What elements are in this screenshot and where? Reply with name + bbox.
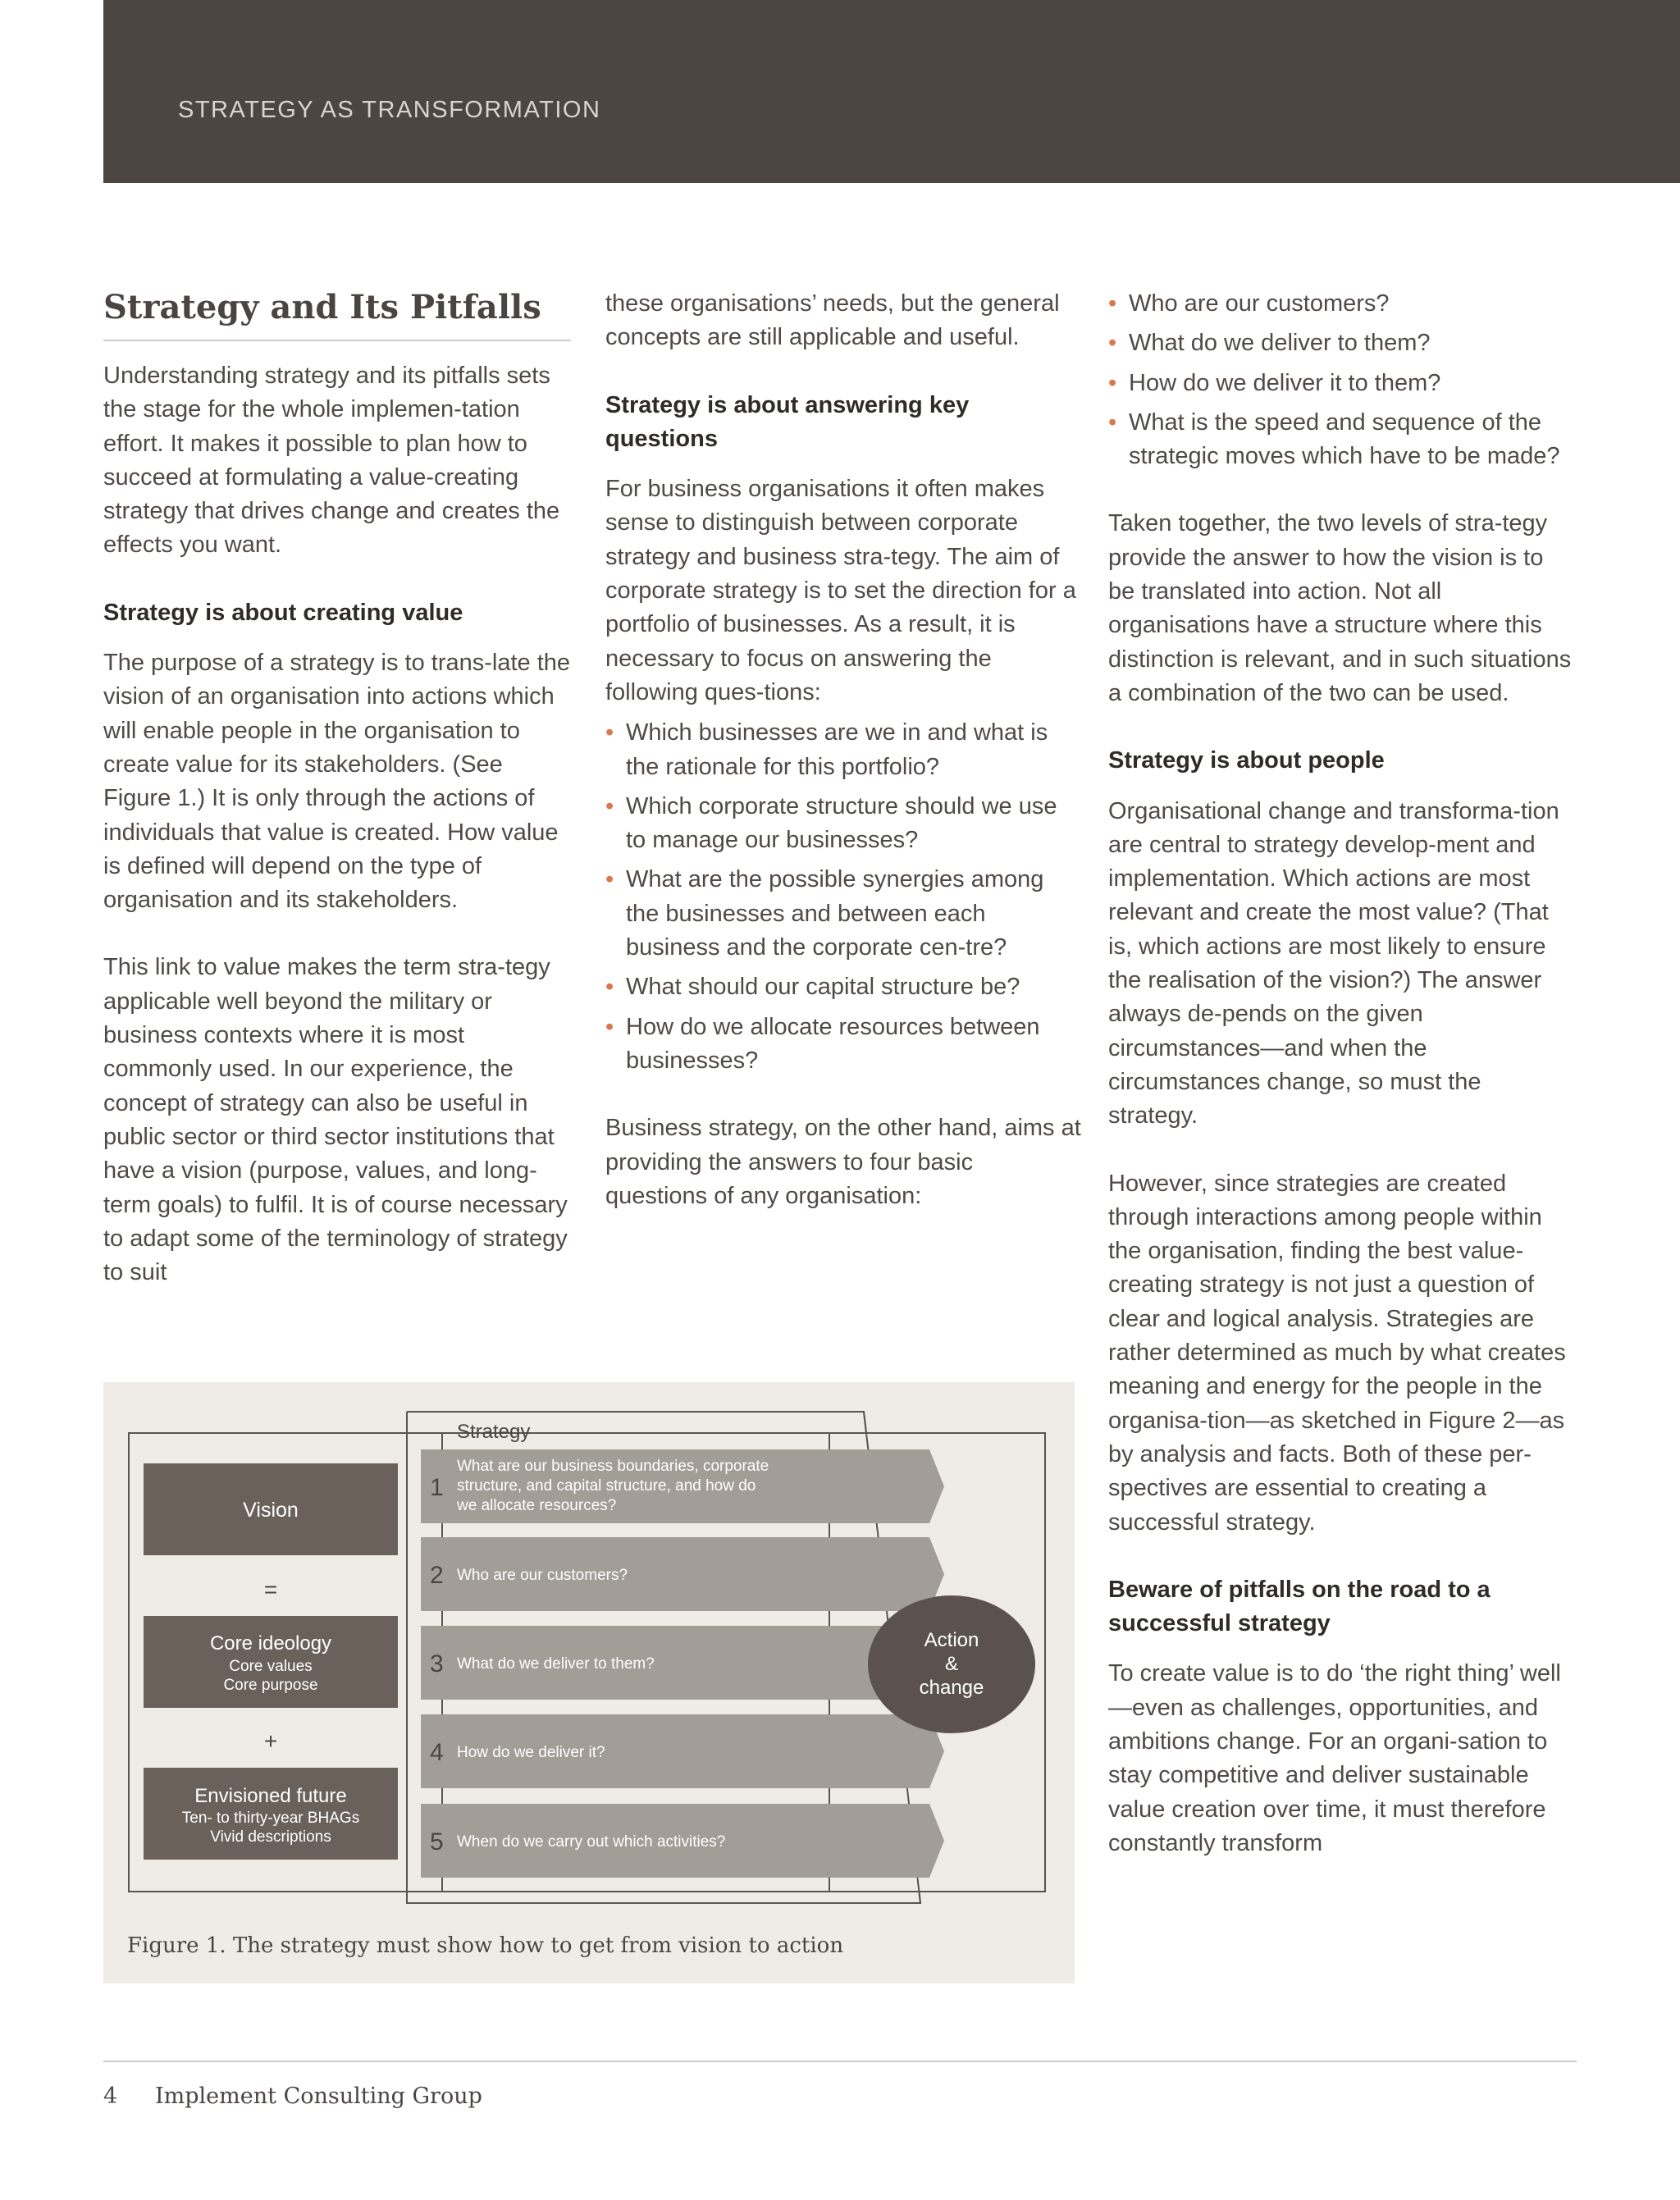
bullet-icon: • [605, 974, 614, 1001]
step-text: structure, and capital structure, and how do [457, 1477, 756, 1495]
bullet-icon: • [1108, 330, 1117, 357]
bullet-icon: • [605, 866, 614, 893]
section-title: Strategy and Its Pitfalls [103, 287, 571, 341]
column-2 [605, 287, 1081, 1213]
paragraph: This link to value makes the term stra-tegy applicable well beyond the military or business contexts where it is most commonly used. In our experience, the concept of strategy can also be useful in public sector or third sector institutions that have a vision (purpose, values, and long-term goals) to fulfil. It is of course necessary to adapt some of the terminology of strategy to suit [103, 954, 568, 1286]
subhead-pitfalls: Beware of pitfalls on the road to a successful strategy [1108, 1576, 1491, 1637]
strategy-label: Strategy [457, 1421, 531, 1443]
list-item: • Which corporate structure should we use to manage our businesses? [605, 790, 1081, 858]
strategy-diagram [103, 1382, 1075, 1983]
bullet-icon: • [1108, 369, 1117, 396]
step-text: How do we deliver it? [457, 1744, 605, 1761]
plus-sign: + [263, 1728, 278, 1754]
change-label: change [919, 1677, 984, 1699]
paragraph: For business organisations it often makes sense to distinguish between corporate strategy and business stra-tegy. The aim of corporate strategy is to set the direction for a portfolio of businesses. As a result, it is necessary to focus on answering the following ques-tions: [605, 476, 1076, 705]
paragraph: To create value is to do ‘the right thing’ well—even as challenges, opportunities, and ambitions change. For an organi-sation to stay competitive and deliver sustainable value creation over time, it must therefore constantly transform [1108, 1660, 1561, 1856]
intro-paragraph: Understanding strategy and its pitfalls sets the stage for the whole implemen-tation effort. It makes it possible to plan how to succeed at formulating a value-creating strategy that drives change and creates the effects you want. [103, 363, 560, 559]
envisioned-future-title: Envisioned future [194, 1785, 347, 1807]
column-1 [103, 287, 571, 1289]
equals-sign: = [263, 1577, 278, 1602]
bullet-icon: • [605, 792, 614, 819]
header-band [103, 0, 1680, 183]
list-item: • What do we deliver to them? [1108, 326, 1576, 360]
paragraph: these organisations’ needs, but the general concepts are still applicable and useful. [605, 290, 1060, 351]
list-item: • What should our capital structure be? [605, 970, 1081, 1004]
step-text: What are our business boundaries, corporate [457, 1458, 769, 1475]
action-label: Action [924, 1629, 979, 1651]
business-questions-list [1108, 287, 1576, 473]
subhead-people: Strategy is about people [1108, 747, 1385, 774]
step-number: 4 [430, 1739, 444, 1766]
subhead-creating-value: Strategy is about creating value [103, 599, 463, 626]
list-item: • What are the possible synergies among the businesses and between each business and the corporate cen-tre? [605, 863, 1081, 965]
step-text: What do we deliver to them? [457, 1655, 655, 1673]
paragraph: However, since strategies are created through interactions among people within the organisation, finding the best value-creating strategy is not just a question of clear and logical analysis. Strategies are rather determined as much by what creates meaning and energy for the people in the organisa-tion—as sketched in Figure 2—as by analysis and facts. Both of these per-spectives are essential to creating a successful strategy. [1108, 1170, 1566, 1536]
envisioned-future-line: Ten- to thirty-year BHAGs [181, 1810, 360, 1827]
paragraph: The purpose of a strategy is to trans-late the vision of an organisation into actions which will enable people in the organisation to create value for its stakeholders. (See Figure 1.) It is only through the actions of individuals that value is created. How value is defined will depend on the type of organisation and its stakeholders. [103, 650, 571, 914]
bullet-icon: • [605, 719, 614, 746]
figure-1 [103, 1382, 1075, 1983]
core-ideology-line: Core purpose [223, 1677, 318, 1694]
core-ideology-line: Core values [229, 1658, 313, 1675]
list-item: • What is the speed and sequence of the strategic moves which have to be made? [1108, 406, 1576, 474]
envisioned-future-line: Vivid descriptions [210, 1828, 331, 1846]
step-number: 5 [430, 1828, 444, 1855]
bullet-icon: • [1108, 290, 1117, 317]
step-number: 3 [430, 1650, 444, 1677]
step-text: Who are our customers? [457, 1567, 628, 1584]
column-3 [1108, 287, 1576, 1860]
footer-company: Implement Consulting Group [155, 2084, 482, 2109]
footer-rule [103, 2061, 1577, 2062]
step-number: 1 [430, 1474, 444, 1501]
bullet-icon: • [1108, 409, 1117, 436]
page-number: 4 [103, 2084, 118, 2109]
step-number: 2 [430, 1562, 444, 1589]
action-ampersand: & [944, 1653, 959, 1675]
list-item: • Which businesses are we in and what is the rationale for this portfolio? [605, 716, 1081, 784]
subhead-key-questions: Strategy is about answering key questions [605, 391, 970, 452]
bullet-icon: • [605, 1013, 614, 1040]
corporate-questions-list [605, 716, 1081, 1078]
vision-label: Vision [243, 1499, 299, 1522]
list-item: • Who are our customers? [1108, 287, 1576, 321]
figure-caption: Figure 1. The strategy must show how to get from vision to action [127, 1933, 844, 1958]
step-text: we allocate resources? [457, 1497, 617, 1514]
step-text: When do we carry out which activities? [457, 1833, 726, 1851]
list-item: • How do we allocate resources between businesses? [605, 1011, 1081, 1079]
paragraph: Organisational change and transforma-tion are central to strategy develop-ment and implementation. Which actions are most relevant and create the most value? (That is, which actions are most likely to ensure the realisation of the vision?) The answer always de-pends on the given circumstances—and when the circumstances change, so must the strategy. [1108, 797, 1559, 1130]
paragraph: Taken together, the two levels of stra-tegy provide the answer to how the vision is to be translated into action. Not all organisations have a structure where this distinction is relevant, and in such situations a combination of the two can be used. [1108, 510, 1572, 706]
core-ideology-title: Core ideology [209, 1632, 332, 1655]
header-title: STRATEGY AS TRANSFORMATION [178, 97, 601, 123]
list-item: • How do we deliver it to them? [1108, 367, 1576, 400]
paragraph: Business strategy, on the other hand, aims at providing the answers to four basic questions of any organisation: [605, 1115, 1081, 1209]
